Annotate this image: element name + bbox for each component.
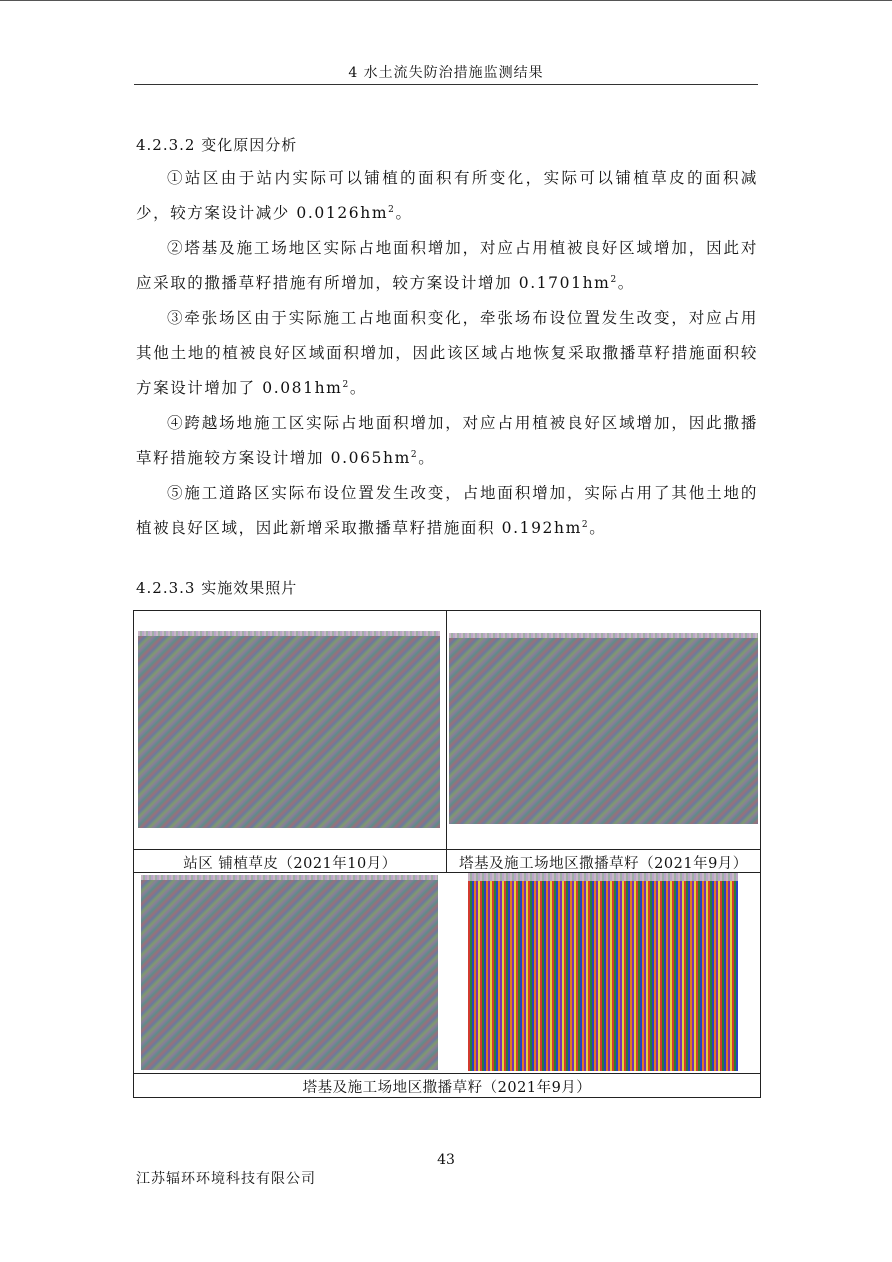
table-divider-caption-bottom [134, 1073, 760, 1074]
photo-tower-seeding-3 [468, 873, 738, 1071]
photo-tower-seeding-2 [141, 875, 438, 1070]
paragraph-2: ②塔基及施工场地区实际占地面积增加，对应占用植被良好区域增加，因此对应采取的撒播草籽措施有所增加，较方案设计增加 $0.1701hm^2$。 [136, 239, 758, 292]
caption-photo-2: 塔基及施工场地区撒播草籽（2021年9月） [459, 856, 748, 872]
section-heading-4233: 4.2.3.3 实施效果照片 [136, 579, 298, 597]
page-header-title: 4 水土流失防治措施监测结果 [348, 65, 544, 81]
paragraph-1: ①站区由于站内实际可以铺植的面积有所变化，实际可以铺植草皮的面积减少，较方案设计减少 $0.0126hm^2$。 [136, 169, 758, 222]
photo-station-turf [138, 631, 440, 828]
photo-table [133, 610, 761, 1098]
page-number: 43 [437, 1152, 455, 1168]
paragraph-5: ⑤施工道路区实际布设位置发生改变，占地面积增加，实际占用了其他土地的植被良好区域，因此新增采取撒播草籽措施面积 $0.192hm^2$。 [136, 484, 758, 537]
footer-company: 江苏辐环环境科技有限公司 [136, 1171, 316, 1187]
table-divider-caption-top [134, 849, 760, 850]
photo-tower-seeding-1 [449, 633, 758, 824]
header-rule [134, 84, 758, 85]
table-divider-vertical [446, 611, 447, 873]
top-border [0, 0, 892, 1]
section-heading-4232: 4.2.3.2 变化原因分析 [136, 136, 298, 154]
caption-photo-3-4: 塔基及施工场地区撒播草籽（2021年9月） [302, 1080, 592, 1096]
paragraph-4: ④跨越场地施工区实际占地面积增加，对应占用植被良好区域增加，因此撒播草籽措施较方案设计增加 $0.065hm^2$。 [136, 414, 758, 467]
caption-photo-1: 站区 铺植草皮（2021年10月） [183, 856, 397, 872]
paragraph-3: ③牵张场区由于实际施工占地面积变化，牵张场布设位置发生改变，对应占用其他土地的植被良好区域面积增加，因此该区域占地恢复采取撒播草籽措施面积较方案设计增加了 $0.081hm^2$。 [136, 309, 758, 397]
